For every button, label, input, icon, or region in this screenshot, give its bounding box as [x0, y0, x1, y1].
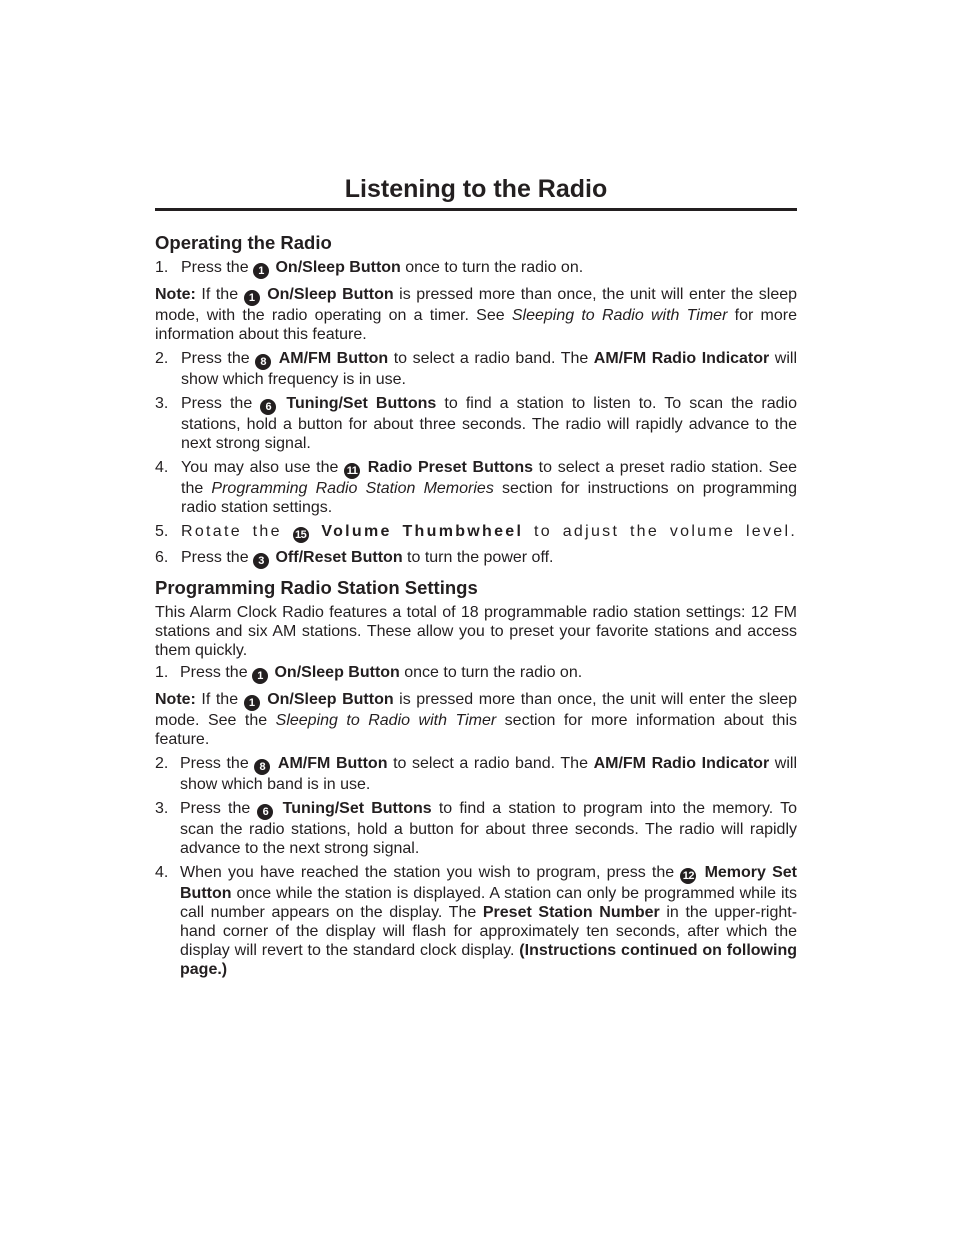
- page-title: Listening to the Radio: [344, 175, 608, 203]
- item-number: 1.: [155, 259, 169, 276]
- callout-number-icon: 6: [257, 804, 273, 820]
- item-number: 2.: [155, 755, 169, 772]
- callout-number-icon: 1: [253, 263, 269, 279]
- list-item: 3. Press the 6 Tuning/Set Buttons to find a station to listen to. To scan the radio stations, hold a button for about three seconds. The radio will rapidly advance to the next strong signal.: [155, 395, 797, 452]
- callout-number-icon: 3: [253, 553, 269, 569]
- note-paragraph: Note: If the 1 On/Sleep Button is pressed more than once, the unit will enter the sleep mode. See the Sleeping to Radio with Timer section for more information about this feature.: [155, 691, 798, 748]
- item-number: 5.: [155, 523, 169, 540]
- section-heading: Programming Radio Station Settings: [155, 577, 478, 598]
- manual-page: [155, 172, 797, 979]
- callout-number-icon: 8: [255, 354, 271, 370]
- item-number: 1.: [155, 664, 169, 681]
- list-item: 5. Rotate the 15 Volume Thumbwheel to adjust the volume level.: [155, 523, 798, 541]
- list-item: 2. Press the 8 AM/FM Button to select a radio band. The AM/FM Radio Indicator will show which band is in use.: [155, 755, 797, 793]
- section-heading: Operating the Radio: [155, 232, 332, 253]
- title-rule: [155, 208, 797, 211]
- list-item: 1. Press the 1 On/Sleep Button once to turn the radio on.: [155, 259, 584, 277]
- list-item: 2. Press the 8 AM/FM Button to select a radio band. The AM/FM Radio Indicator will show which frequency is in use.: [155, 350, 798, 388]
- section-programming-stations: [155, 576, 797, 979]
- note-paragraph: Note: If the 1 On/Sleep Button is pressed more than once, the unit will enter the sleep mode, with the radio operating on a timer. See Sleeping to Radio with Timer for more information about this feature.: [155, 286, 798, 343]
- list-item: 6. Press the 3 Off/Reset Button to turn the power off.: [155, 549, 554, 567]
- callout-number-icon: 6: [260, 399, 276, 415]
- callout-number-icon: 1: [244, 290, 260, 306]
- callout-number-icon: 1: [244, 695, 260, 711]
- intro-paragraph: This Alarm Clock Radio features a total of 18 programmable radio station settings: 12 FM stations and six AM stations. These allow you to preset your favorite stations and access them quickly.: [155, 604, 797, 659]
- callout-number-icon: 8: [254, 759, 270, 775]
- list-item: 4. You may also use the 11 Radio Preset Buttons to select a preset radio station. See the Programming Radio Station Memories section for instructions on programming radio station settings.: [155, 459, 798, 516]
- list-item: 1. Press the 1 On/Sleep Button once to turn the radio on.: [155, 664, 583, 682]
- section-operating-radio: [155, 231, 797, 569]
- callout-number-icon: 15: [293, 527, 309, 543]
- item-number: 3.: [155, 395, 169, 412]
- item-number: 4.: [155, 864, 169, 881]
- item-number: 2.: [155, 350, 169, 367]
- item-number: 6.: [155, 549, 169, 566]
- item-number: 3.: [155, 800, 169, 817]
- list-item: 4. When you have reached the station you wish to program, press the 12 Memory Set Button once while the station is displayed. A station can only be programmed while its call number appears on the display. The Preset Station Number in the upper-right-hand corner of the display will flash for approximately ten seconds, after which the display will revert to the standard clock display. (Instructions continued on following page.): [155, 864, 798, 978]
- item-number: 4.: [155, 459, 169, 476]
- callout-number-icon: 11: [344, 463, 360, 479]
- callout-number-icon: 12: [680, 868, 696, 884]
- list-item: 3. Press the 6 Tuning/Set Buttons to find a station to program into the memory. To scan the radio stations, hold a button for about three seconds. The radio will rapidly advance to the next strong signal.: [155, 800, 798, 857]
- callout-number-icon: 1: [252, 668, 268, 684]
